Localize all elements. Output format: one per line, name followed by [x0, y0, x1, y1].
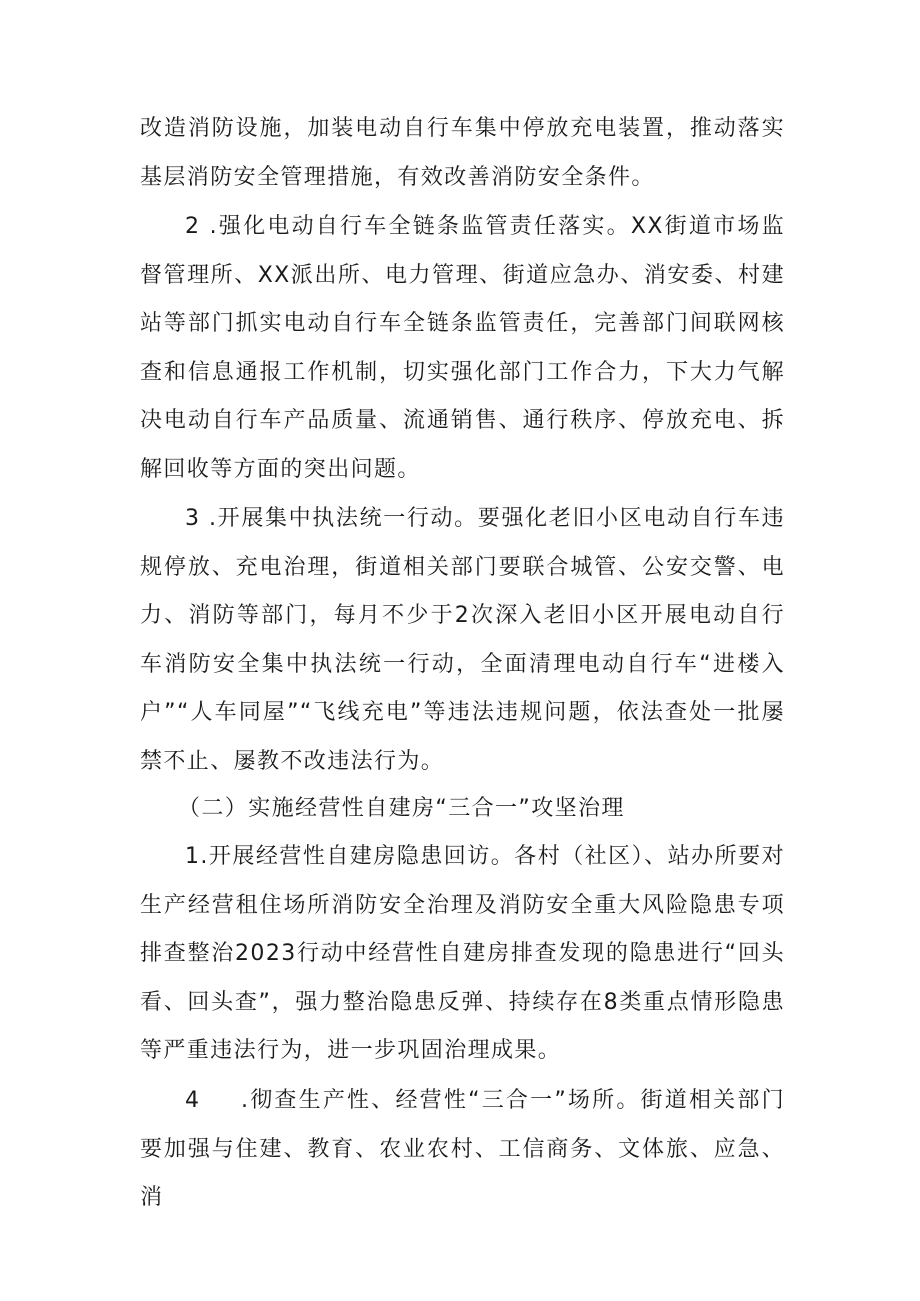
body-text [140, 105, 785, 202]
item-number: 4 [185, 1088, 201, 1113]
section-heading: （二）实施经营性自建房“三合一”攻坚治理 [178, 796, 625, 821]
body-text [140, 833, 785, 1076]
item-text: .彻查生产性、经营性“三合一”场所。街道相关部门要加强与住建、教育、农业农村、工信商务、文体旅、应急、消 [140, 1088, 785, 1210]
paragraph-continuation: 改造消防设施，加装电动自行车集中停放充电装置，推动落实基层消防安全管理措施，有效改善消防安全条件。 [140, 116, 785, 190]
paragraph-sub-item-1: 1.开展经营性自建房隐患回访。各村（社区）、站办所要对生产经营租住场所消防安全治理及消防安全重大风险隐患专项排查整治2023行动中经营性自建房排查发现的隐患进行“回头看、回头查”，强力整治隐患反弹、持续存在8类重点情形隐患等严重违法行为，进一步巩固治理成果。 [140, 844, 785, 1063]
body-text [140, 785, 785, 834]
body-text [140, 495, 785, 786]
paragraph-item-2: 2 .强化电动自行车全链条监管责任落实。XX街道市场监督管理所、XX派出所、电力管理、街道应急办、消安委、村建站等部门抓实电动自行车全链条监管责任，完善部门间联网核查和信息通报工作机制，切实强化部门工作合力，下大力气解决电动自行车产品质量、流通销售、通行秩序、停放充电、拆解回收等方面的突出问题。 [140, 214, 785, 482]
paragraph-item-4 [140, 1077, 785, 1223]
body-text [140, 1077, 785, 1223]
paragraph-item-3: 3 .开展集中执法统一行动。要强化老旧小区电动自行车违规停放、充电治理，街道相关部门要联合城管、公安交警、电力、消防等部门，每月不少于2次深入老旧小区开展电动自行车消防安全集中执法统一行动，全面清理电动自行车“进楼入户”“人车同屋”“飞线充电”等违法违规问题，依法查处一批屡禁不止、屡教不改违法行为。 [140, 506, 785, 774]
body-text [140, 203, 785, 494]
